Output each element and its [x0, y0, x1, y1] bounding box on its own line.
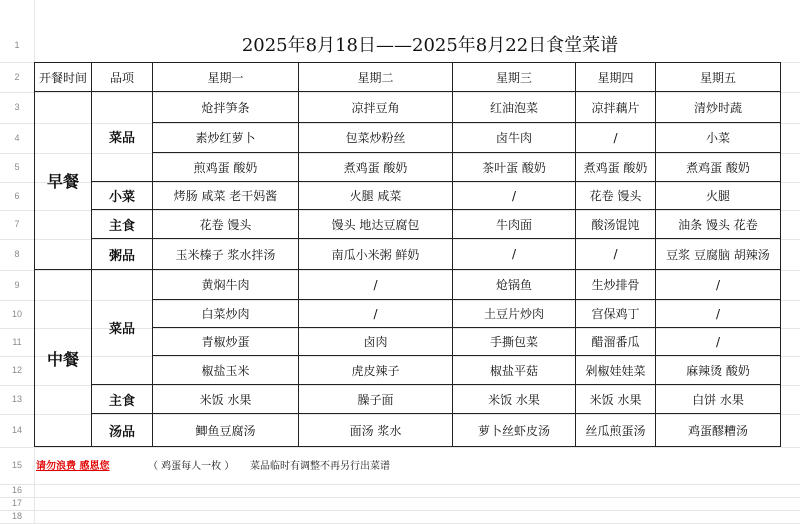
breakfast-dish: 煮鸡蛋 酸奶 [576, 153, 656, 182]
lunch-dish: / [656, 328, 781, 356]
lunch-cai-label: 菜品 [92, 270, 153, 385]
breakfast-side-dish: 花卷 馒头 [576, 182, 656, 210]
breakfast-label: 早餐 [34, 92, 92, 270]
lunch-soup: 萝卜丝虾皮汤 [453, 414, 576, 447]
header-day: 星期五 [656, 62, 781, 92]
lunch-staple: 米饭 水果 [453, 385, 576, 414]
lunch-staple: 白饼 水果 [656, 385, 781, 414]
lunch-dish: 白菜炒肉 [153, 300, 299, 328]
row-number: 7 [14, 219, 20, 229]
header-item: 品项 [92, 62, 153, 92]
lunch-label: 中餐 [34, 270, 92, 447]
row-number: 11 [12, 337, 22, 347]
lunch-dish: 卤肉 [299, 328, 453, 356]
row-number: 2 [14, 72, 20, 82]
menu-title: 2025年8月18日——2025年8月22日食堂菜谱 [241, 35, 619, 56]
lunch-dish: / [656, 300, 781, 328]
row-number: 12 [11, 365, 22, 375]
breakfast-dish: 凉拌豆角 [299, 92, 453, 123]
breakfast-porridge: 豆浆 豆腐脑 胡辣汤 [656, 239, 781, 270]
lunch-tangpin-label: 汤品 [92, 414, 153, 447]
header-day: 星期二 [299, 62, 453, 92]
lunch-dish: 宫保鸡丁 [576, 300, 656, 328]
breakfast-staple: 酸汤馄饨 [576, 210, 656, 239]
lunch-dish: 炝锅鱼 [453, 270, 576, 300]
lunch-dish: 虎皮辣子 [299, 356, 453, 385]
breakfast-staple: 馒头 地达豆腐包 [299, 210, 453, 239]
breakfast-dish: 茶叶蛋 酸奶 [453, 153, 576, 182]
breakfast-dish: 红油泡菜 [453, 92, 576, 123]
breakfast-dish: 卤牛肉 [453, 123, 576, 153]
breakfast-porridge: 玉米榛子 浆水拌汤 [153, 239, 299, 270]
breakfast-porridge: 南瓜小米粥 鲜奶 [299, 239, 453, 270]
lunch-soup: 丝瓜煎蛋汤 [576, 414, 656, 447]
lunch-dish: 手撕包菜 [453, 328, 576, 356]
lunch-dish: 醋溜番瓜 [576, 328, 656, 356]
row-gridline [0, 497, 800, 498]
breakfast-xiaocai-label: 小菜 [92, 182, 153, 210]
breakfast-dish: 包菜炒粉丝 [299, 123, 453, 153]
menu-change-note: 菜品临时有调整不再另行出菜谱 [250, 461, 390, 472]
lunch-soup: 鲫鱼豆腐汤 [153, 414, 299, 447]
header-time: 开餐时间 [34, 62, 92, 92]
row-number: 4 [14, 133, 20, 143]
breakfast-dish: 煮鸡蛋 酸奶 [656, 153, 781, 182]
header-day: 星期四 [576, 62, 656, 92]
row-number: 3 [14, 102, 20, 112]
row-gridline [0, 447, 800, 448]
breakfast-dish: 清炒时蔬 [656, 92, 781, 123]
breakfast-dish: 炝拌笋条 [153, 92, 299, 123]
lunch-dish: / [656, 270, 781, 300]
row-number: 5 [14, 162, 20, 172]
lunch-dish: 青椒炒蛋 [153, 328, 299, 356]
breakfast-dish: 煮鸡蛋 酸奶 [299, 153, 453, 182]
breakfast-zhushi-label: 主食 [92, 210, 153, 239]
row-number: 1 [14, 40, 20, 50]
lunch-dish: 土豆片炒肉 [453, 300, 576, 328]
lunch-dish: 剁椒娃娃菜 [576, 356, 656, 385]
breakfast-porridge: / [453, 239, 576, 270]
breakfast-side-dish: 烤肠 咸菜 老干妈酱 [153, 182, 299, 210]
breakfast-zhoupin-label: 粥品 [92, 239, 153, 270]
breakfast-side-dish: 火腿 [656, 182, 781, 210]
lunch-soup: 面汤 浆水 [299, 414, 453, 447]
breakfast-staple: 牛肉面 [453, 210, 576, 239]
row-number: 8 [14, 249, 20, 259]
breakfast-dish: 煎鸡蛋 酸奶 [153, 153, 299, 182]
row-number: 6 [14, 191, 20, 201]
breakfast-side-dish: 火腿 咸菜 [299, 182, 453, 210]
lunch-dish: / [299, 270, 453, 300]
breakfast-cai-label: 菜品 [92, 92, 153, 182]
header-day: 星期三 [453, 62, 576, 92]
lunch-staple: 米饭 水果 [576, 385, 656, 414]
lunch-dish: 椒盐玉米 [153, 356, 299, 385]
row-gridline [0, 484, 800, 485]
breakfast-dish: 素炒红萝卜 [153, 123, 299, 153]
row-number: 16 [11, 485, 22, 495]
lunch-dish: 麻辣烫 酸奶 [656, 356, 781, 385]
breakfast-dish: 小菜 [656, 123, 781, 153]
breakfast-side-dish: / [453, 182, 576, 210]
lunch-staple: 臊子面 [299, 385, 453, 414]
lunch-soup: 鸡蛋醪糟汤 [656, 414, 781, 447]
no-waste-note: 请勿浪费 感恩您 [36, 461, 110, 472]
breakfast-dish: 凉拌藕片 [576, 92, 656, 123]
row-gridline [0, 510, 800, 511]
row-number: 13 [11, 394, 22, 404]
breakfast-porridge: / [576, 239, 656, 270]
row-number: 15 [11, 460, 22, 470]
row-number: 18 [11, 511, 22, 521]
breakfast-dish: / [576, 123, 656, 153]
egg-note: （ 鸡蛋每人一枚 ） [148, 461, 235, 472]
breakfast-staple: 油条 馒头 花卷 [656, 210, 781, 239]
breakfast-staple: 花卷 馒头 [153, 210, 299, 239]
row-number: 17 [11, 498, 22, 508]
lunch-dish: / [299, 300, 453, 328]
header-day: 星期一 [153, 62, 299, 92]
lunch-staple: 米饭 水果 [153, 385, 299, 414]
lunch-zhushi-label: 主食 [92, 385, 153, 414]
lunch-dish: 椒盐平菇 [453, 356, 576, 385]
row-number: 14 [11, 425, 22, 435]
row-number: 10 [11, 309, 22, 319]
lunch-dish: 生炒排骨 [576, 270, 656, 300]
lunch-dish: 黄焖牛肉 [153, 270, 299, 300]
row-number: 9 [14, 280, 20, 290]
